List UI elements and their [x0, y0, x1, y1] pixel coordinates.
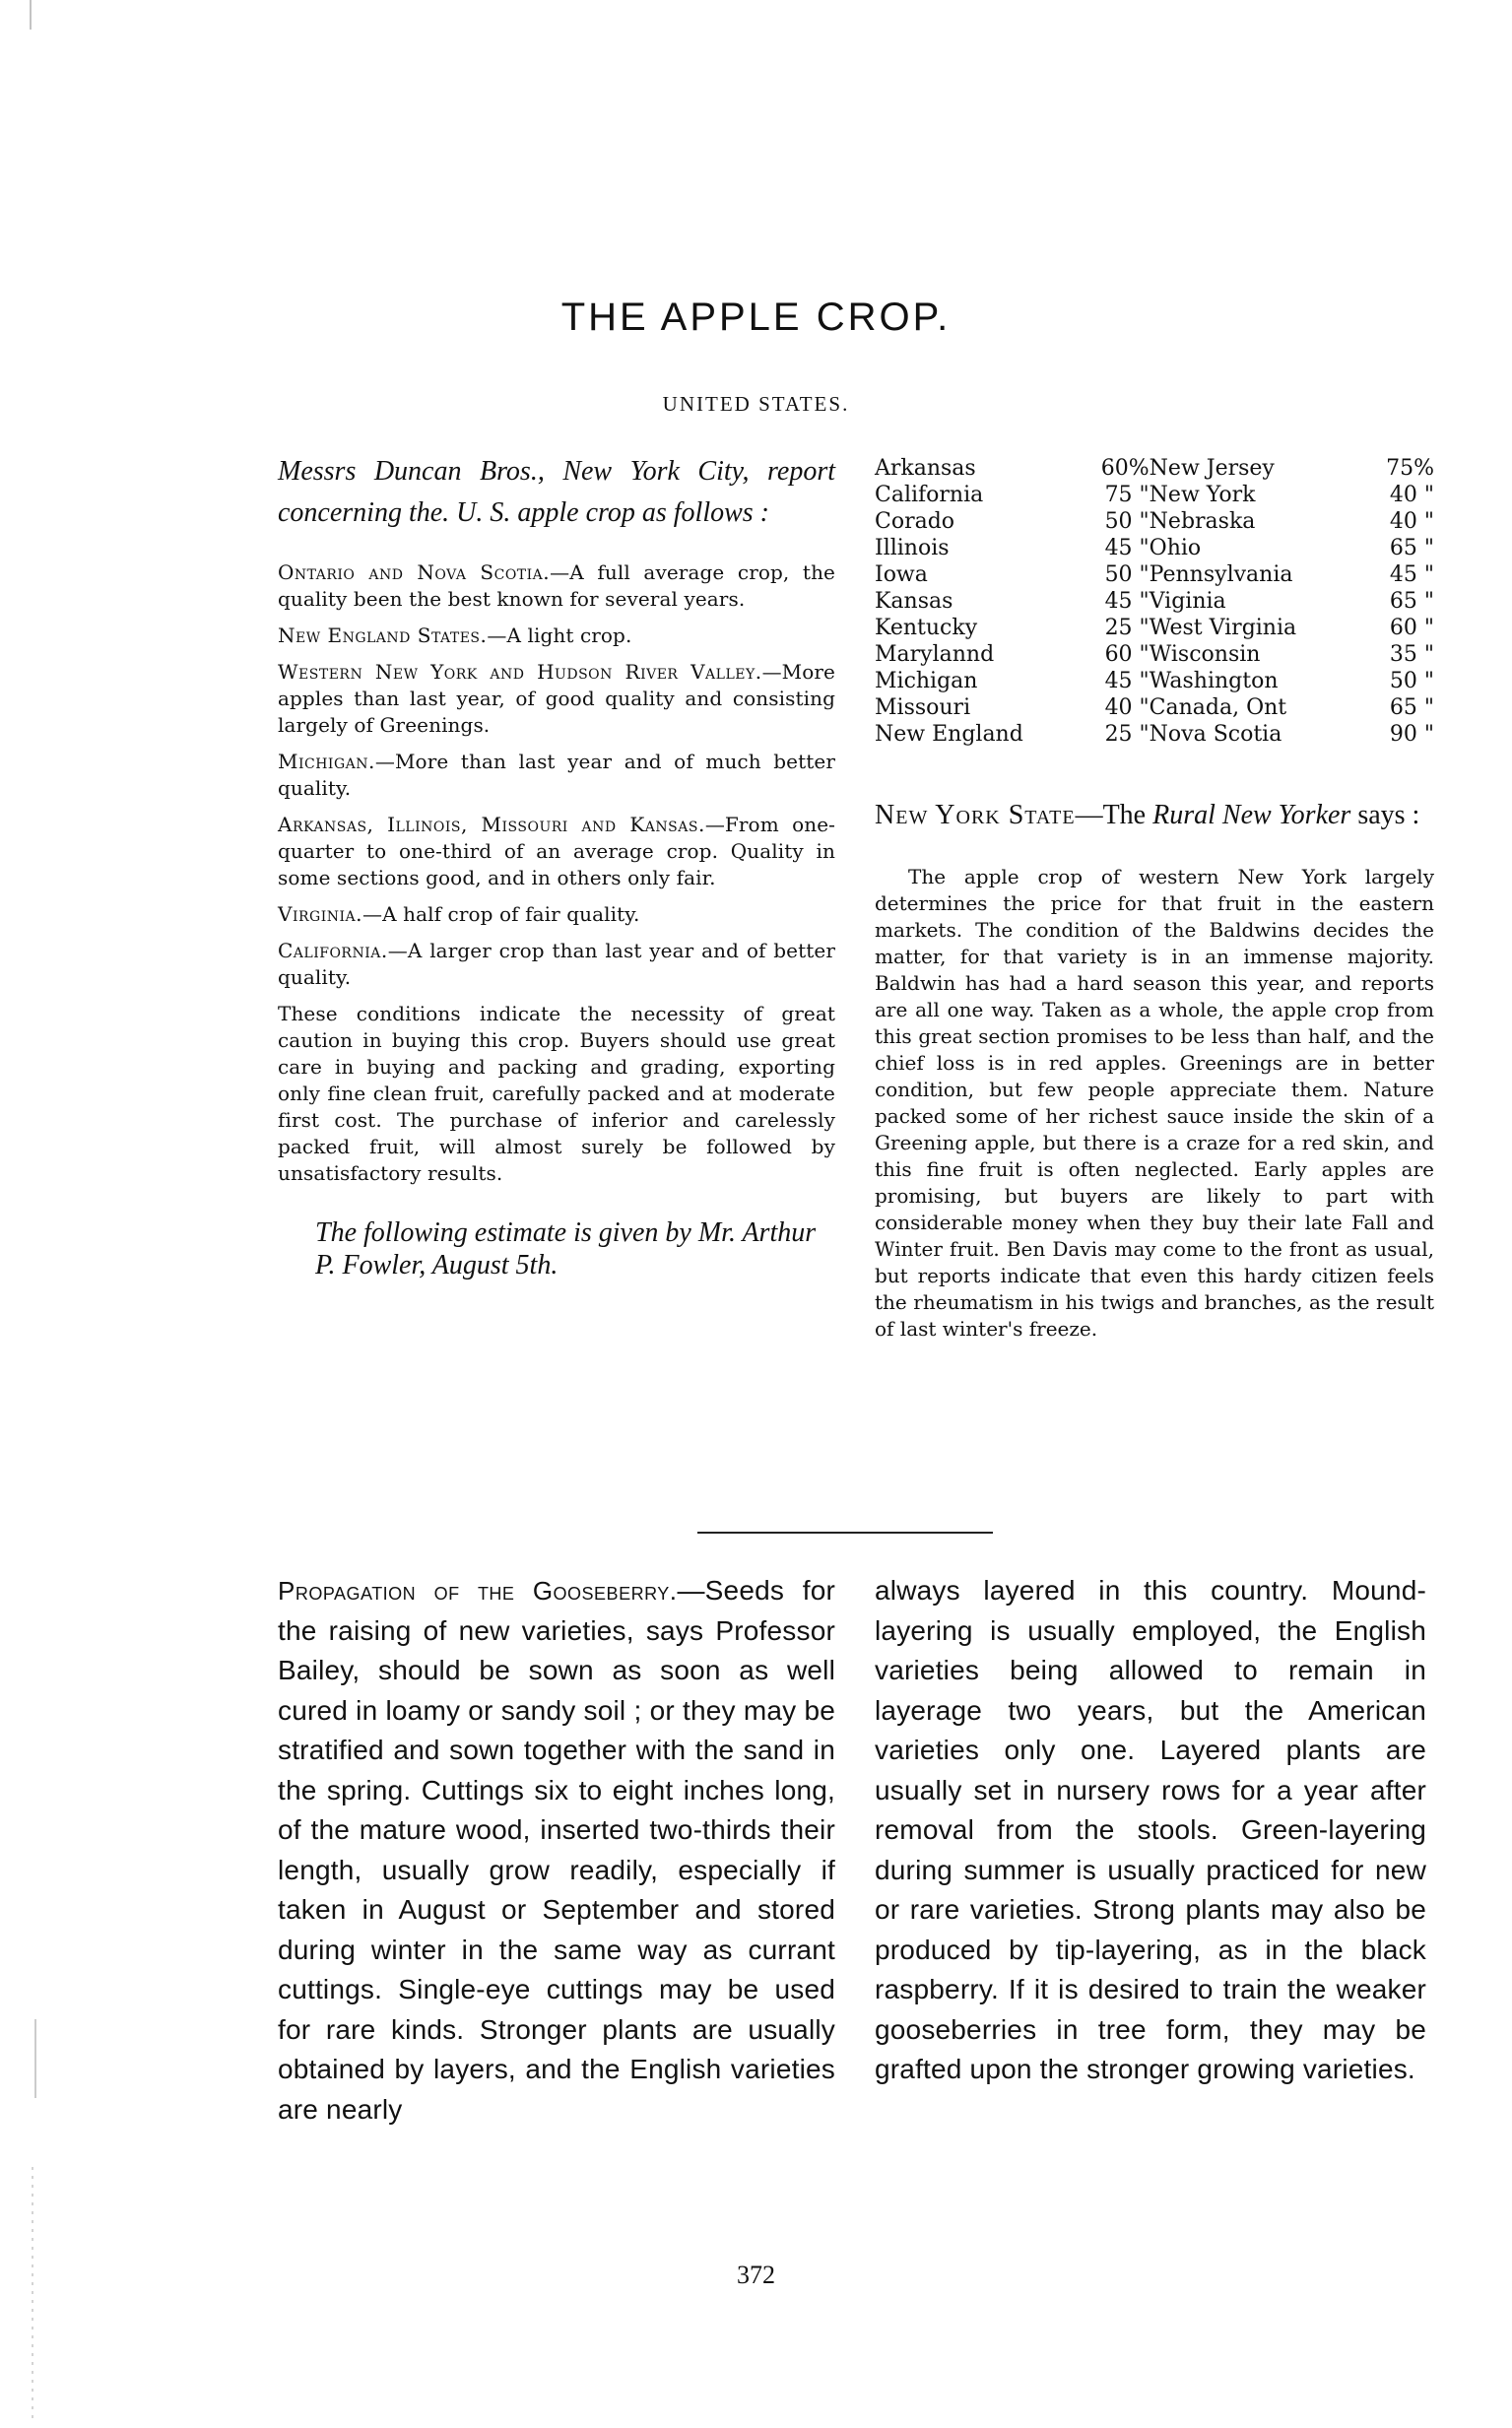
state-cell: Michigan [875, 669, 978, 693]
percent-cell: 65 " [1389, 589, 1434, 614]
percent-cell: 75 " [1104, 483, 1150, 507]
region-report [278, 938, 835, 991]
region-report-lead: Arkansas, Illinois, Missouri and Kansas. [278, 813, 705, 836]
state-cell: West Virginia [1149, 616, 1297, 640]
table-row [875, 588, 1434, 615]
percent-cell: 60% [1100, 456, 1150, 481]
state-cell: Corado [875, 509, 955, 534]
table-row [875, 535, 1434, 561]
percent-cell: 75% [1386, 456, 1434, 481]
gooseberry-left-text [278, 1571, 835, 2130]
region-report-list [278, 559, 835, 1187]
crop-estimate-table [875, 455, 1434, 748]
region-report [278, 901, 835, 928]
table-row [875, 694, 1434, 721]
page-number: 372 [737, 2261, 775, 2289]
state-cell: Marylannd [875, 642, 995, 667]
region-report-text: These conditions indicate the necessity of great caution in buying this crop. Buyers should use great care in buying and packing and grading, exporting only fine clean fruit, carefully packed and at moderate first cost. The purchase of inferior and carelessly packed fruit, will almost surely be followed by unsatisfactory results. [278, 1002, 835, 1185]
state-cell: Iowa [875, 562, 928, 587]
state-cell: Kentucky [875, 616, 978, 640]
region-report-lead: New England States. [278, 623, 488, 647]
percent-cell: 35 " [1389, 642, 1434, 667]
region-report [278, 623, 835, 649]
percent-cell: 65 " [1389, 536, 1434, 560]
state-cell: Washington [1149, 669, 1279, 693]
percent-cell: 45 " [1389, 562, 1434, 587]
region-report [278, 659, 835, 739]
state-cell: Illinois [875, 536, 950, 560]
section-divider [697, 1532, 993, 1534]
region-report-text: —A full average crop, the quality been the best known for several years. [278, 560, 835, 611]
percent-cell: 65 " [1389, 695, 1434, 720]
table-row [875, 508, 1434, 535]
gooseberry-left-body: —Seeds for the raising of new varieties, says Professor Bailey, should be sown as soon as well cured in loamy or sandy soil ; or they may be stratified and sown together with the sand in the spring. Cuttings six to eight inches long, of the mature wood, inserted two-thirds their length, usually grow readily, especially if taken in August or September and stored during winter in the same way as currant cuttings. Single-eye cuttings may be used for rare kinds. Stronger plants are usually obtained by layers, and the English varieties are nearly [278, 1575, 835, 2125]
right-top-column [875, 455, 1434, 1343]
percent-cell: 25 " [1104, 722, 1150, 747]
section-subtitle: UNITED STATES. [662, 392, 850, 416]
percent-cell: 40 " [1104, 695, 1150, 720]
table-row [875, 721, 1434, 748]
region-report [278, 1001, 835, 1187]
region-report [278, 812, 835, 891]
table-row [875, 668, 1434, 694]
percent-cell: 60 " [1104, 642, 1150, 667]
state-cell: New England [875, 722, 1023, 747]
state-cell: Viginia [1149, 589, 1226, 614]
region-report-text: —More than last year and of much better quality. [278, 750, 835, 800]
percent-cell: 45 " [1104, 669, 1150, 693]
region-report-text: —From one-quarter to one-third of an average crop. Quality in some sections good, and in others only fair. [278, 813, 835, 889]
state-cell: Nebraska [1149, 509, 1256, 534]
state-cell: Arkansas [875, 456, 976, 481]
table-row [875, 455, 1434, 482]
percent-cell: 45 " [1104, 536, 1150, 560]
state-cell: Nova Scotia [1149, 722, 1282, 747]
percent-cell: 40 " [1389, 509, 1434, 534]
region-report [278, 749, 835, 802]
ny-state-heading [875, 797, 1434, 834]
state-cell: Pennsylvania [1149, 562, 1293, 587]
ny-heading-dash: —The [1075, 800, 1153, 830]
margin-scan-marks [28, 0, 43, 2428]
state-cell: Wisconsin [1149, 642, 1261, 667]
left-top-column [278, 451, 835, 1281]
closing-note: The following estimate is given by Mr. Arthur P. Fowler, August 5th. [315, 1217, 817, 1280]
percent-cell: 50 " [1104, 509, 1150, 534]
page-title: THE APPLE CROP. [560, 295, 952, 339]
table-row [875, 482, 1434, 508]
region-report-lead: Virginia. [278, 902, 362, 926]
region-report-lead: Ontario and Nova Scotia. [278, 560, 551, 584]
percent-cell: 45 " [1104, 589, 1150, 614]
table-row [875, 615, 1434, 641]
region-report-text: —A light crop. [487, 623, 632, 647]
state-cell: New Jersey [1149, 456, 1275, 481]
ny-heading-lead: New York State [875, 800, 1076, 830]
gooseberry-heading: Propagation of the Gooseberry. [278, 1576, 678, 1606]
state-cell: Ohio [1149, 536, 1202, 560]
ny-heading-publication: Rural New Yorker [1152, 800, 1351, 830]
region-report-text: —More apples than last year, of good quality and consisting largely of Greenings. [278, 660, 835, 737]
gooseberry-right-text: always layered in this country. Mound-layering is usually employed, the English varieties being allowed to remain in layerage two years, but the American varieties only one. Layered plants are usually set in nursery rows for a year after removal from the stools. Green-layering during summer is usually practiced for new or rare varieties. Strong plants may also be produced by tip-layering, as in the black raspberry. If it is desired to train the weaker gooseberries in tree form, they may be grafted upon the stronger growing varieties. [875, 1575, 1426, 2084]
percent-cell: 50 " [1104, 562, 1150, 587]
ny-heading-tail: says : [1350, 800, 1420, 830]
percent-cell: 50 " [1389, 669, 1434, 693]
table-row [875, 561, 1434, 588]
region-report-lead: Western New York and Hudson River Valley. [278, 660, 762, 684]
gooseberry-left-column [278, 1571, 835, 2130]
region-report-text: —A half crop of fair quality. [362, 902, 640, 926]
region-report-lead: Michigan. [278, 750, 375, 773]
state-cell: Canada, Ont [1149, 695, 1287, 720]
region-report-text: —A larger crop than last year and of better quality. [278, 939, 835, 989]
table-row [875, 641, 1434, 668]
region-report [278, 559, 835, 613]
gooseberry-right-column [875, 1571, 1426, 2090]
percent-cell: 40 " [1389, 483, 1434, 507]
intro-paragraph: Messrs Duncan Bros., New York City, report concerning the. U. S. apple crop as follows : [278, 456, 835, 528]
region-report-lead: California. [278, 939, 388, 962]
state-cell: Missouri [875, 695, 971, 720]
state-cell: California [875, 483, 984, 507]
state-cell: New York [1149, 483, 1256, 507]
state-cell: Kansas [875, 589, 953, 614]
percent-cell: 90 " [1389, 722, 1434, 747]
percent-cell: 60 " [1389, 616, 1434, 640]
ny-state-body: The apple crop of western New York largely determines the price for that fruit in the eastern markets. The condition of the Baldwins decides the matter, for that variety is in an immense majority. Baldwin has had a hard season this year, and reports are all one way. Taken as a whole, the apple crop from this great section promises to be less than half, and the chief loss is in red apples. Greenings are in better condition, but few people appreciate them. Nature packed some of her richest sauce inside the skin of a Greening apple, but there is a craze for a red skin, and this fine fruit is often neglected. Early apples are promising, but buyers are likely to part with considerable money when they buy their late Fall and Winter fruit. Ben Davis may come to the front as usual, but reports indicate that even this hardy citizen feels the rheumatism in his twigs and branches, as the result of last winter's freeze. [875, 865, 1434, 1341]
percent-cell: 25 " [1104, 616, 1150, 640]
